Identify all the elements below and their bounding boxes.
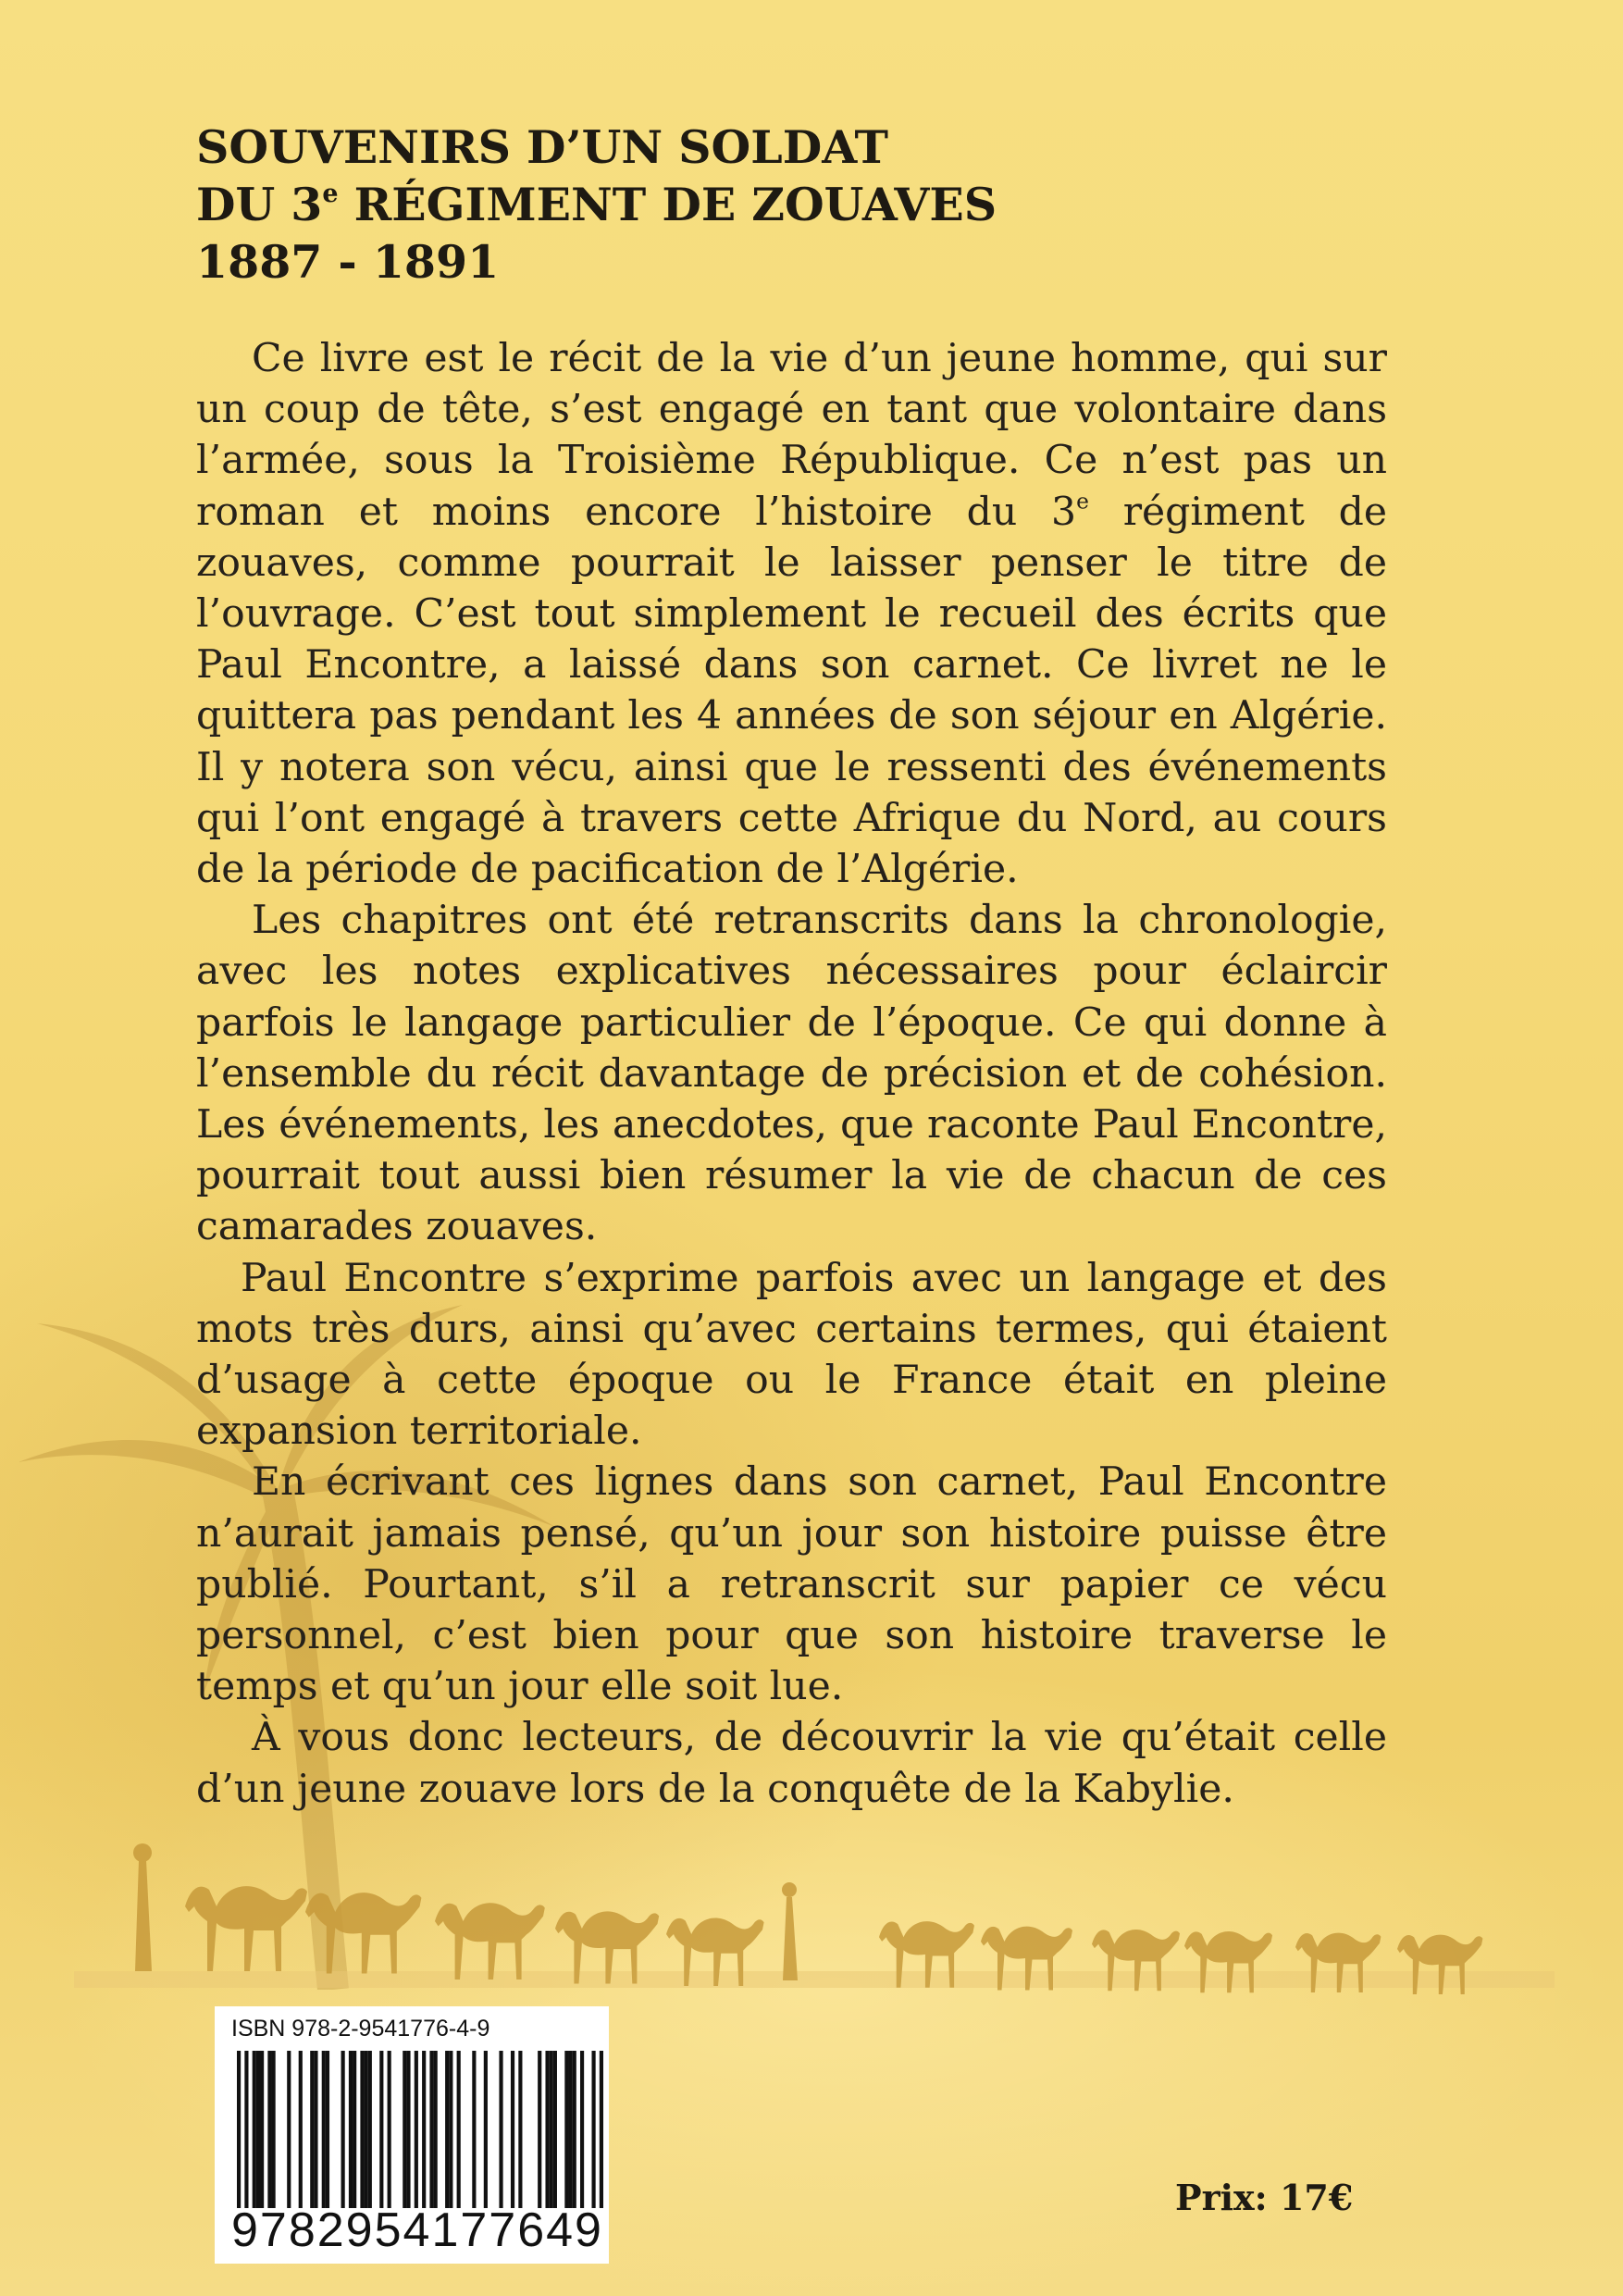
paragraph-1-start: Ce livre est le récit de la vie d’un jeune homme, qui sur un coup de tête, s’est engagé en tant que volontaire dans l’armée, sous la Troisième République. Ce n’est pas un roman et moins encore l’histoire du 3 <box>196 336 1387 535</box>
barcode-bar <box>429 2051 433 2208</box>
barcode-bar <box>499 2051 502 2208</box>
isbn-barcode <box>215 2006 609 2264</box>
paragraph-1 <box>196 333 1387 895</box>
title-line-2-end: RÉGIMENT DE ZOUAVES <box>338 178 997 231</box>
barcode-bar <box>472 2051 476 2208</box>
title-line-1: SOUVENIRS D’UN SOLDAT <box>196 120 888 174</box>
book-title <box>196 118 1418 291</box>
barcode-bar <box>422 2051 426 2208</box>
barcode-bar <box>550 2051 553 2208</box>
barcode-bar <box>353 2051 356 2208</box>
barcode-bar <box>406 2051 410 2208</box>
price: Prix: 17€ <box>1175 2177 1354 2218</box>
barcode-bar <box>379 2051 383 2208</box>
barcode-bar <box>360 2051 364 2208</box>
barcode-bar <box>573 2051 576 2208</box>
barcode-bar <box>600 2051 603 2208</box>
barcode-bar <box>511 2051 514 2208</box>
barcode-bar <box>326 2051 329 2208</box>
barcode-bar <box>267 2051 271 2208</box>
barcode-bar <box>314 2051 317 2208</box>
ean-digits: 9782954177649 <box>231 2203 603 2257</box>
barcode-bar <box>518 2051 522 2208</box>
barcode-bar <box>445 2051 449 2208</box>
title-superscript: e <box>322 179 339 208</box>
blurb <box>196 333 1387 1815</box>
barcode-bar <box>457 2051 461 2208</box>
title-line-2 <box>196 176 1418 233</box>
barcode-bar <box>365 2051 368 2208</box>
barcode-bar <box>253 2051 256 2208</box>
barcode-bar <box>388 2051 391 2208</box>
barcode-bar <box>237 2051 241 2208</box>
barcode-bar <box>403 2051 406 2208</box>
paragraph-3: Paul Encontre s’exprime parfois avec un langage et des mots très durs, ainsi qu’avec certains termes, qui étaient d’usage à cette époque ou le France était en pleine expansion territoriale. <box>196 1255 1387 1455</box>
barcode-bar <box>349 2051 353 2208</box>
barcode-bar <box>415 2051 418 2208</box>
barcode-bar <box>272 2051 276 2208</box>
barcode-bar <box>322 2051 326 2208</box>
barcode-bar <box>568 2051 572 2208</box>
barcode-bar <box>553 2051 557 2208</box>
barcode-bar <box>287 2051 291 2208</box>
paragraph-1-superscript: e <box>1076 488 1089 515</box>
title-line-2-start: DU 3 <box>196 178 323 231</box>
isbn-label: ISBN 978-2-9541776-4-9 <box>231 2016 490 2042</box>
barcode-bar <box>538 2051 541 2208</box>
barcode-bar <box>368 2051 372 2208</box>
barcode-bar <box>564 2051 568 2208</box>
paragraph-5: À vous donc lecteurs, de découvrir la vie qu’était celle d’un jeune zouave lors de la conquête de la Kabylie. <box>196 1715 1387 1812</box>
barcode-bar <box>341 2051 345 2208</box>
barcode-bar <box>449 2051 452 2208</box>
barcode-bars <box>237 2051 603 2208</box>
paragraph-1-end: régiment de zouaves, comme pourrait le laisser penser le titre de l’ouvrage. C’est tout simplement le recueil des écrits que Paul Encontre, a laissé dans son carnet. Ce livret ne le quittera pas pendant les 4 années de son séjour en Algérie. Il y notera son vécu, ainsi que le ressenti des événements qui l’ont engagé à travers cette Afrique du Nord, au cours de la période de pacification de l’Algérie. <box>196 489 1388 893</box>
barcode-bar <box>244 2051 248 2208</box>
barcode-bar <box>484 2051 488 2208</box>
barcode-bar <box>434 2051 438 2208</box>
barcode-bar <box>580 2051 584 2208</box>
barcode-bar <box>545 2051 549 2208</box>
barcode-bar <box>591 2051 595 2208</box>
title-years: 1887 - 1891 <box>196 235 500 289</box>
barcode-bar <box>260 2051 264 2208</box>
paragraph-4: En écrivant ces lignes dans son carnet, Paul Encontre n’aurait jamais pensé, qu’un jour son histoire puisse être publié. Pourtant, s’il a retranscrit sur papier ce vécu personnel, c’est bien pour que son histoire traverse le temps et qu’un jour elle soit lue. <box>196 1459 1387 1710</box>
paragraph-2: Les chapitres ont été retranscrits dans la chronologie, avec les notes explicatives nécessaires pour éclaircir parfois le langage particulier de l’époque. Ce qui donne à l’ensemble du récit davantage de précision et de cohésion. Les événements, les anecdotes, que raconte Paul Encontre, pourrait tout aussi bien résumer la vie de chacun de ces camarades zouaves. <box>196 898 1387 1250</box>
barcode-bar <box>310 2051 314 2208</box>
barcode-bar <box>299 2051 303 2208</box>
barcode-bar <box>256 2051 260 2208</box>
